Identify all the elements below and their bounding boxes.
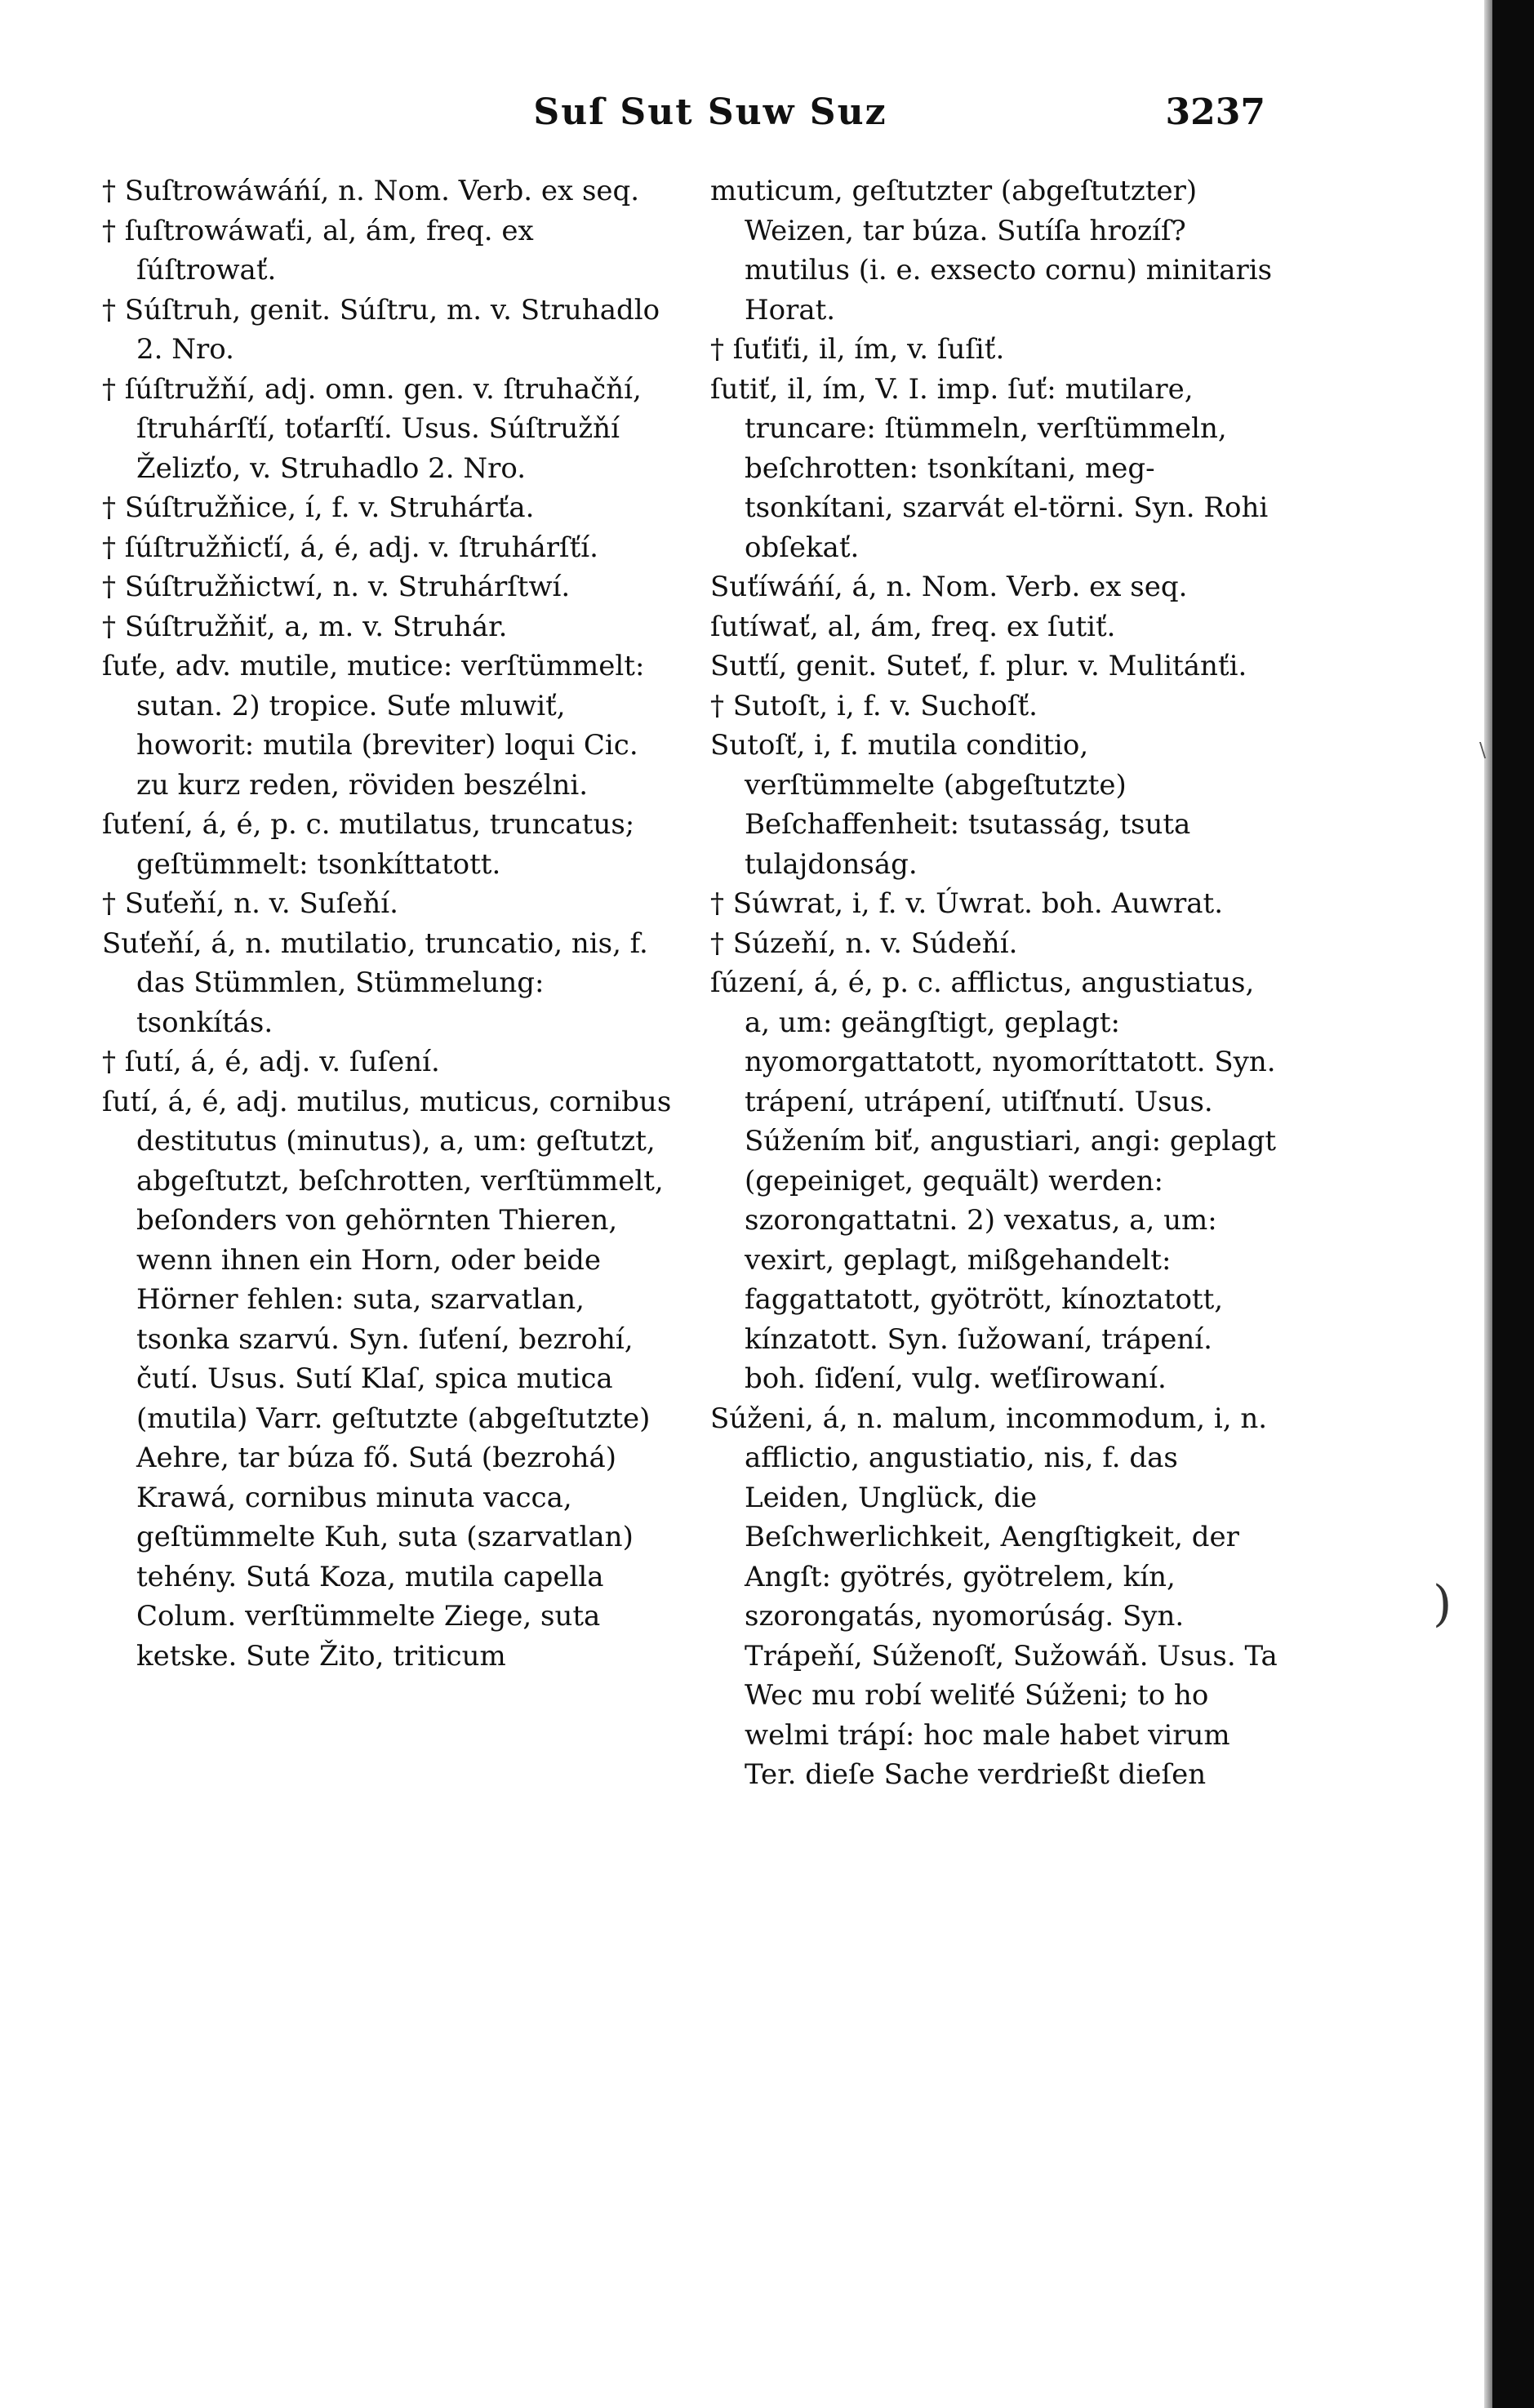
dictionary-entry: Suťeňí, á, n. mutilatio, truncatio, nis, f. das Stümmlen, Stümmelung: tsonkítás. [102, 926, 648, 1039]
dictionary-entry: ſuťe, adv. mutile, mutice: verſtümmelt: sutan. 2) tropice. Suťe mluwiť, howorit: mutila (breviter) loqui Cic. zu kurz reden, röviden beszélni. [102, 650, 645, 802]
scan-edge-shadow [1484, 0, 1492, 2408]
dictionary-entry: † Súzeňí, n. v. Súdeňí. [710, 926, 1018, 960]
dictionary-entry: † Súſtruh, genit. Súſtru, m. v. Struhadlo 2. Nro. [102, 293, 660, 366]
dictionary-entry: † Sutoſt, i, f. v. Suchoſť. [710, 689, 1038, 722]
dictionary-entry: † ſuſtrowáwaťi, al, ám, freq. ex ſúſtrowať. [102, 214, 534, 287]
dictionary-entry: Súženi, á, n. malum, incommodum, i, n. afflictio, angustiatio, nis, f. das Leiden, Unglück, die Beſchwerlichkeit, Aengſtigkeit, der Angſt: gyötrés, gyötrelem, kín, szorongatás, nyomorúság. Syn. Trápeňí, Súženoſť, Sužowáň. Usus. Ta Wec mu robí weliťé Súženi; to ho welmi trápí: hoc male habet virum Ter. dieſe Sache verdrießt dieſen [710, 1402, 1278, 1791]
dictionary-entry: † Súſtružňice, í, f. v. Struhárťa. [102, 491, 535, 524]
left-column [102, 171, 674, 1676]
right-column [710, 171, 1282, 1795]
dictionary-entry: † ſúſtružňí, adj. omn. gen. v. ſtruhačňí, ſtruhárſťí, toťarſťí. Usus. Súſtružňí Želizťo, v. Struhadlo 2. Nro. [102, 372, 642, 485]
stray-tick: \ [1479, 739, 1487, 762]
page-number: 3237 [1165, 91, 1265, 133]
dictionary-entry: † ſúſtružňicťí, á, é, adj. v. ſtruhárſťí. [102, 531, 598, 564]
scan-edge [1492, 0, 1534, 2408]
dictionary-entry: ſuťení, á, é, p. c. mutilatus, truncatus; geſtümmelt: tsonkíttatott. [102, 808, 635, 881]
page-header [0, 82, 1492, 147]
running-head: Suſ Sut Suw Suz [533, 91, 887, 133]
dictionary-entry: Sutťí, genit. Suteť, f. plur. v. Mulitánťi. [710, 650, 1247, 682]
dictionary-entry: ſutíwať, al, ám, freq. ex ſutiť. [710, 610, 1116, 643]
dictionary-entry: ſúzení, á, é, p. c. afflictus, angustiatus, a, um: geängſtigt, geplagt: nyomorgattatott, nyomoríttatott. Syn. trápení, utrápení, utiſťnutí. Usus. Súžením biť, angustiari, angi: geplagt (gepeiniget, gequält) werden: szorongattatni. 2) vexatus, a, um: vexirt, geplagt, mißgehandelt: faggattatott, gyötrött, kínoztatott, kínzatott. Syn. ſužowaní, trápení. boh. ſiďení, vulg. weťſirowaní. [710, 966, 1277, 1395]
dictionary-entry: muticum, geſtutzter (abgeſtutzter) Weizen, tar búza. Sutíſa hrozíſ? mutilus (i. e. exsecto cornu) minitaris Horat. [710, 175, 1273, 327]
dictionary-entry: Sutoſť, i, f. mutila conditio, verſtümmelte (abgeſtutzte) Beſchaffenheit: tsutasság, tsuta tulajdonság. [710, 729, 1191, 881]
dictionary-entry: ſutí, á, é, adj. mutilus, muticus, cornibus destitutus (minutus), a, um: geſtutzt, abgeſtutzt, beſchrotten, verſtümmelt, beſonders von gehörnten Thieren, wenn ihnen ein Horn, oder beide Hörner fehlen: suta, szarvatlan, tsonka szarvú. Syn. ſuťení, bezrohí, čutí. Usus. Sutí Klaſ, spica mutica (mutila) Varr. geſtutzte (abgeſtutzte) Aehre, tar búza fő. Sutá (bezrohá) Krawá, cornibus minuta vacca, geſtümmelte Kuh, suta (szarvatlan) tehény. Sutá Koza, mutila capella Colum. verſtümmelte Ziege, suta ketske. Sute Žito, triticum [102, 1085, 672, 1673]
dictionary-entry: Suťíwáńí, á, n. Nom. Verb. ex seq. [710, 571, 1188, 603]
dictionary-entry: † Súſtružňictwí, n. v. Struhárſtwí. [102, 571, 571, 603]
dictionary-entry: † ſuťiťi, il, ím, v. ſuſiť. [710, 333, 1005, 366]
dictionary-entry: † Suťeňí, n. v. Suſeňí. [102, 887, 398, 920]
dictionary-entry: † ſutí, á, é, adj. v. ſuſení. [102, 1046, 440, 1078]
stray-mark: ) [1433, 1575, 1452, 1633]
dictionary-entry: † Súſtružňiť, a, m. v. Struhár. [102, 610, 508, 643]
dictionary-entry: † Suſtrowáwáńí, n. Nom. Verb. ex seq. [102, 175, 640, 207]
dictionary-entry: † Súwrat, i, f. v. Úwrat. boh. Auwrat. [710, 887, 1224, 920]
dictionary-entry: ſutiť, il, ím, V. I. imp. ſuť: mutilare, truncare: ſtümmeln, verſtümmeln, beſchrotten: tsonkítani, meg-tsonkítani, szarvát el-törni. Syn. Rohi obſekať. [710, 372, 1269, 564]
